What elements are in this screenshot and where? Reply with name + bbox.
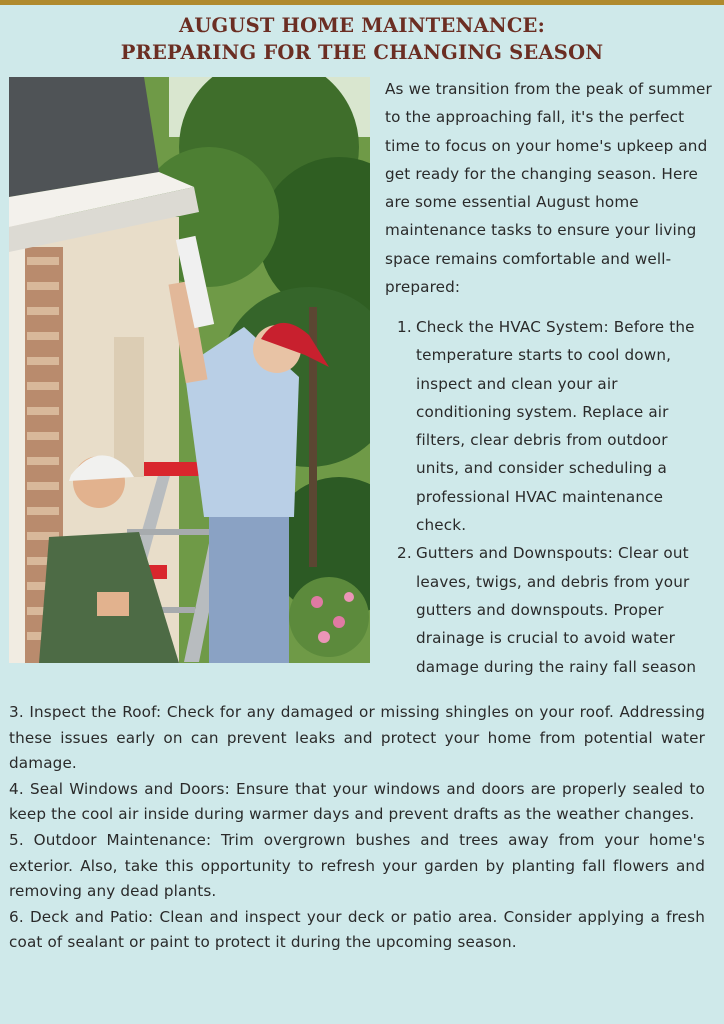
page-title-line-1: AUGUST HOME MAINTENANCE:	[178, 14, 546, 37]
task-paragraph: 4. Seal Windows and Doors: Ensure that your windows and doors are properly sealed to keep the cool air inside during warmer days and prevent drafts as the weather changes.	[9, 779, 705, 824]
list-item-number: 1.	[397, 318, 412, 336]
list-item-text: Check the HVAC System: Before the temperature starts to cool down, inspect and clean your air conditioning system. Replace air filters, clear debris from outdoor units, and consider scheduling a professional HVAC maintenance check.	[416, 318, 695, 535]
top-border	[0, 0, 724, 5]
list-item-text: Gutters and Downspouts: Clear out leaves, twigs, and debris from your gutters and downspouts. Proper drainage is crucial to avoid water damage during the rainy fall season	[416, 544, 697, 676]
photo-couple-on-ladder	[9, 77, 370, 663]
list-item-number: 2.	[397, 544, 412, 563]
list-item	[385, 313, 715, 539]
intro-paragraph: As we transition from the peak of summer to the approaching fall, it's the perfect time to focus on your home's upkeep and get ready for the changing season. Here are some essential August home maintenance tasks to ensure your living space remains comfortable and well-prepared:	[385, 80, 712, 297]
page-title	[0, 12, 724, 66]
page-title-line-2: PREPARING FOR THE CHANGING SEASON	[120, 41, 604, 64]
list-item	[385, 539, 715, 680]
steps-list	[385, 313, 715, 681]
task-paragraph: 6. Deck and Patio: Clean and inspect your deck or patio area. Consider applying a fresh coat of sealant or paint to protect it during the upcoming season.	[9, 907, 705, 952]
task-paragraph: 3. Inspect the Roof: Check for any damaged or missing shingles on your roof. Addressing these issues early on can prevent leaks and protect your home from potential water damage.	[9, 703, 705, 773]
more-tasks	[9, 700, 705, 956]
photo-illustration	[9, 77, 370, 663]
task-paragraph: 5. Outdoor Maintenance: Trim overgrown bushes and trees away from your home's exterior. Also, take this opportunity to refresh your garden by planting fall flowers and removing any dead plants.	[9, 830, 705, 901]
